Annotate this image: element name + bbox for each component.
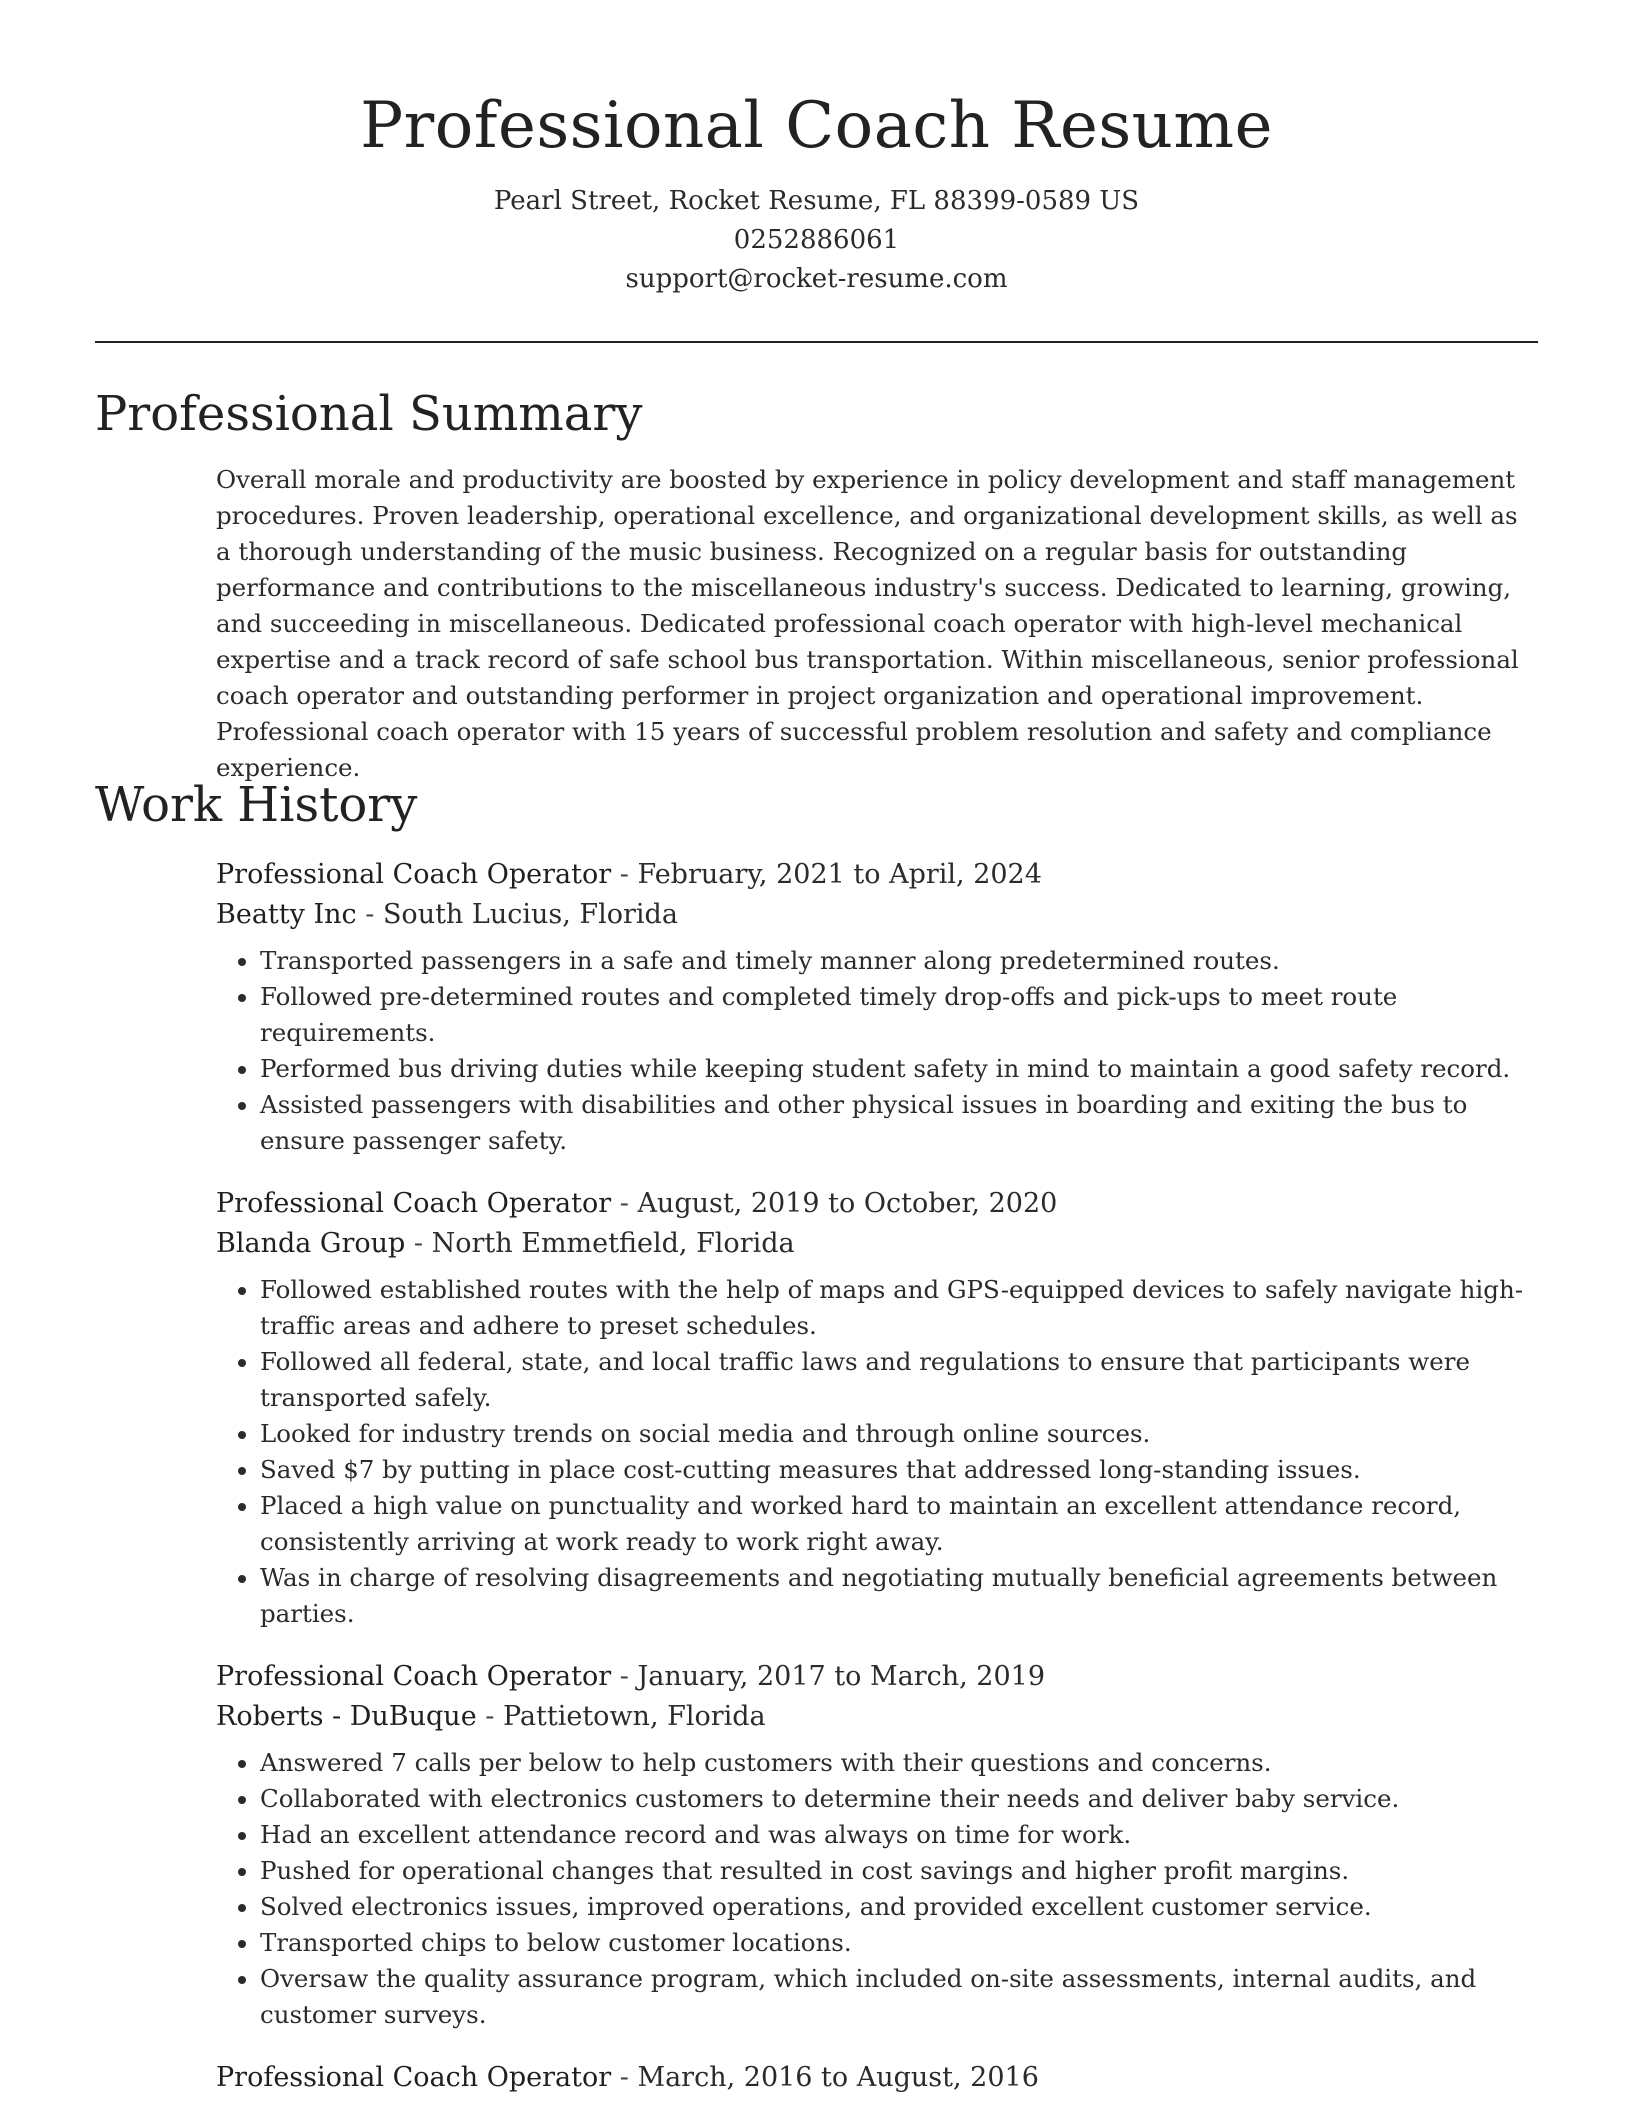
job-bullet: • Followed all federal, state, and local traffic laws and regulations to ensure that participants were transported safely.	[260, 1344, 1538, 1416]
job-separator: -	[611, 1661, 638, 1692]
resume-header	[95, 84, 1538, 299]
job-title-line	[216, 1657, 1538, 1697]
job-bullet: • Looked for industry trends on social media and through online sources.	[260, 1416, 1538, 1452]
job-bullet-list	[216, 1745, 1538, 2033]
job-dates: August, 2019 to October, 2020	[637, 1188, 1058, 1219]
section-title-summary: Professional Summary	[95, 386, 643, 442]
job-entry	[216, 2058, 1538, 2098]
contact-info	[95, 182, 1538, 299]
summary-text: Overall morale and productivity are boosted by experience in policy development and staff management procedures. Proven leadership, operational excellence, and organizational development skills, as well as a thorough understanding of the music business. Recognized on a regular basis for outstanding performance and contributions to the miscellaneous industry's success. Dedicated to learning, growing, and succeeding in miscellaneous. Dedicated professional coach operator with high-level mechanical expertise and a track record of safe school bus transportation. Within miscellaneous, senior professional coach operator and outstanding performer in project organization and operational improvement. Professional coach operator with 15 years of successful problem resolution and safety and compliance experience.	[216, 465, 1519, 782]
job-separator: -	[476, 1701, 503, 1732]
job-bullet-list	[216, 1272, 1538, 1632]
contact-address: Pearl Street, Rocket Resume, FL 88399-0589 US	[493, 186, 1140, 216]
job-bullet-list	[216, 943, 1538, 1159]
job-company: Roberts - DuBuque	[216, 1701, 477, 1732]
job-separator: -	[356, 899, 383, 930]
job-title: Professional Coach Operator	[216, 859, 612, 890]
job-bullet: • Transported chips to below customer locations.	[260, 1925, 1538, 1961]
job-company-line	[216, 1224, 1538, 1264]
job-bullet: • Solved electronics issues, improved operations, and provided excellent customer service.	[260, 1889, 1538, 1925]
job-location: South Lucius, Florida	[382, 899, 678, 930]
job-location: North Emmetfield, Florida	[431, 1228, 795, 1259]
job-entry	[216, 1184, 1538, 1632]
job-bullet: • Saved $7 by putting in place cost-cutting measures that addressed long-standing issues.	[260, 1452, 1538, 1488]
job-bullet: • Oversaw the quality assurance program, which included on-site assessments, internal audits, and customer surveys.	[260, 1961, 1538, 2033]
job-entry	[216, 855, 1538, 1159]
job-title: Professional Coach Operator	[216, 2062, 612, 2093]
job-company: Beatty Inc	[216, 899, 357, 930]
job-company-line	[216, 895, 1538, 935]
job-bullet: • Transported passengers in a safe and timely manner along predetermined routes.	[260, 943, 1538, 979]
job-separator: -	[611, 2062, 638, 2093]
job-dates: February, 2021 to April, 2024	[637, 859, 1042, 890]
job-location: Pattietown, Florida	[502, 1701, 766, 1732]
job-company: Blanda Group	[216, 1228, 406, 1259]
job-title: Professional Coach Operator	[216, 1661, 612, 1692]
job-bullet: • Pushed for operational changes that resulted in cost savings and higher profit margins.	[260, 1853, 1538, 1889]
resume-name: Professional Coach Resume	[360, 89, 1273, 163]
work-history-list	[216, 855, 1538, 2123]
job-title-line	[216, 2058, 1538, 2098]
job-bullet: • Followed established routes with the help of maps and GPS-equipped devices to safely navigate high-traffic areas and adhere to preset schedules.	[260, 1272, 1538, 1344]
job-bullet: • Answered 7 calls per below to help customers with their questions and concerns.	[260, 1745, 1538, 1781]
job-separator: -	[611, 859, 638, 890]
job-bullet: • Performed bus driving duties while keeping student safety in mind to maintain a good safety record.	[260, 1051, 1538, 1087]
job-company-line	[216, 1697, 1538, 1737]
job-separator: -	[611, 1188, 638, 1219]
job-bullet: • Had an excellent attendance record and was always on time for work.	[260, 1817, 1538, 1853]
header-divider	[95, 341, 1538, 343]
job-separator: -	[405, 1228, 432, 1259]
job-bullet: • Followed pre-determined routes and completed timely drop-offs and pick-ups to meet route requirements.	[260, 979, 1538, 1051]
job-title: Professional Coach Operator	[216, 1188, 612, 1219]
section-title-work-history: Work History	[95, 777, 418, 833]
job-dates: January, 2017 to March, 2019	[637, 1661, 1045, 1692]
job-title-line	[216, 855, 1538, 895]
contact-email: support@rocket-resume.com	[625, 264, 1008, 294]
job-title-line	[216, 1184, 1538, 1224]
job-bullet: • Assisted passengers with disabilities and other physical issues in boarding and exiting the bus to ensure passenger safety.	[260, 1087, 1538, 1159]
job-bullet: • Collaborated with electronics customers to determine their needs and deliver baby service.	[260, 1781, 1538, 1817]
job-bullet: • Placed a high value on punctuality and worked hard to maintain an excellent attendance record, consistently arriving at work ready to work right away.	[260, 1488, 1538, 1560]
job-bullet: • Was in charge of resolving disagreements and negotiating mutually beneficial agreements between parties.	[260, 1560, 1538, 1632]
job-entry	[216, 1657, 1538, 2033]
contact-phone: 0252886061	[733, 225, 900, 255]
job-dates: March, 2016 to August, 2016	[637, 2062, 1039, 2093]
